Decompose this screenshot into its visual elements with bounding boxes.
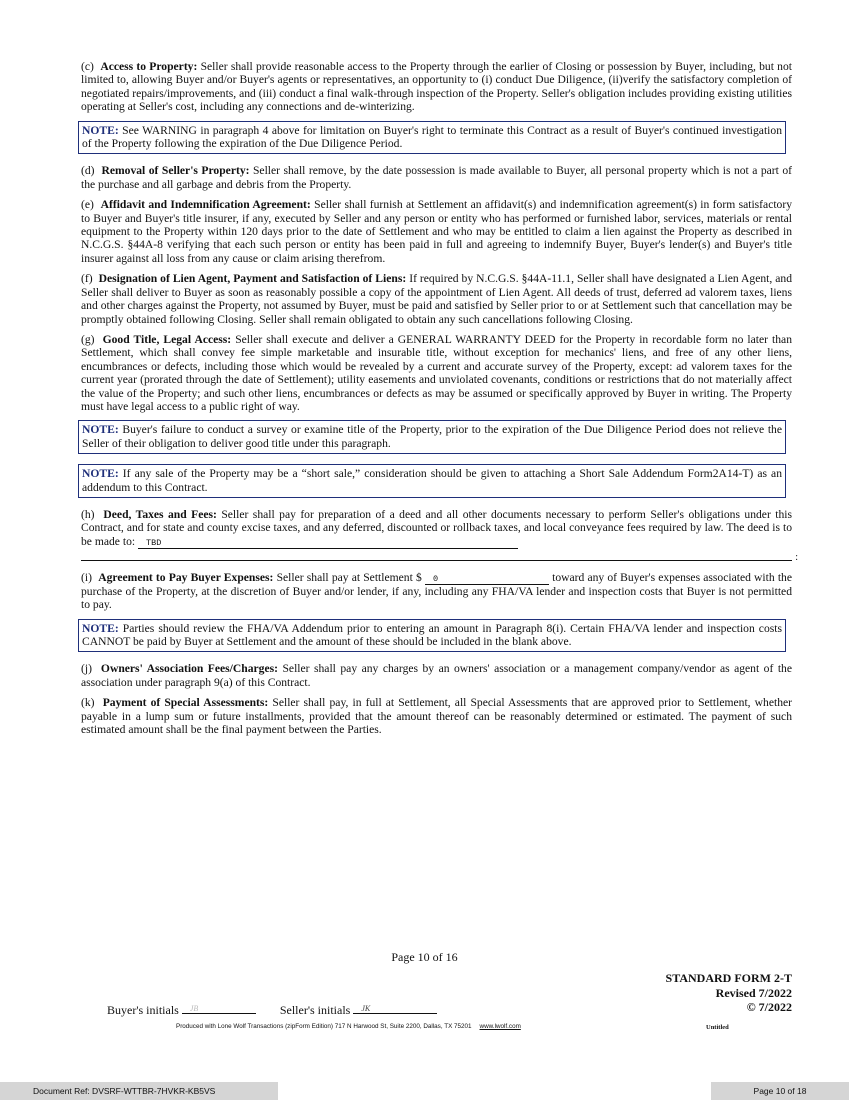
section-j: (j) Owners' Association Fees/Charges: Seller shall pay any charges by an owners' association or a management company/vendor as agent of the association under paragraph 9(a) of this Contract.	[81, 662, 792, 689]
page-number: Page 10 of 16	[391, 950, 458, 964]
section-h: (h) Deed, Taxes and Fees: Seller shall pay for preparation of a deed and all other documents necessary to perform Seller's obligations under this Contract, and for state and county excise taxes, and any deferred, discounted or rollback taxes, and local conveyance fees required by law. The deed is to be made to: TBD	[81, 507, 792, 548]
buyer-expenses-amount-field[interactable]: 0	[425, 574, 549, 585]
note-fha-va: NOTE: Parties should review the FHA/VA Addendum prior to entering an amount in Paragraph 8(i). Certain FHA/VA lender and inspection costs CANNOT be paid by Buyer at Settlement and the amount of these should be included in the blank above.	[78, 619, 786, 653]
form-name: STANDARD FORM 2-T	[665, 971, 792, 985]
untitled-label: Untitled	[706, 1024, 729, 1031]
note-survey: NOTE: Buyer's failure to conduct a survey or examine title of the Property, prior to the expiration of the Due Diligence Period does not relieve the Seller of their obligation to deliver good title under this paragraph.	[78, 420, 786, 454]
seller-initials-field[interactable]: JK	[353, 1002, 437, 1014]
note-due-diligence: NOTE: See WARNING in paragraph 4 above for limitation on Buyer's right to terminate this Contract as a result of Buyer's continued investigation of the Property following the expiration of the Due Diligence Period.	[78, 121, 786, 155]
buyer-initials-label: Buyer's initials	[107, 1003, 179, 1017]
deed-grantee-line[interactable]: :	[81, 547, 792, 561]
section-f: (f) Designation of Lien Agent, Payment and Satisfaction of Liens: If required by N.C.G.S. §44A-11.1, Seller shall have designated a Lien Agent, and Seller shall deliver to Buyer as soon as reasonably possible a copy of the appointment of Lien Agent. All deeds of trust, deferred ad valorem taxes, liens and other charges against the Property, not assumed by Buyer, must be paid and satisfied by Seller prior to or at Settlement such that cancellation may be promptly obtained following Closing. Seller shall remain obligated to obtain any such cancellations following Closing.	[81, 272, 793, 326]
contract-page	[81, 60, 798, 743]
document-ref-footer: Document Ref: DVSRF-WTTBR-7HVKR-KB5VS	[0, 1082, 278, 1100]
section-e: (e) Affidavit and Indemnification Agreement: Seller shall furnish at Settlement an affidavit(s) and indemnification agreement(s) in form satisfactory to Buyer and Buyer's title insurer, if any, executed by Seller and any person or entity who has performed or furnished labor, services, materials or rental equipment to the Property within 120 days prior to the date of Settlement and who may be entitled to claim a lien against the Property as described in N.C.G.S. §44A-8 verifying that each such person or entity has been paid in full and agreeing to indemnify Buyer, Buyer's lender(s) and Buyer's title insurer against all loss from any cause or claim arising therefrom.	[81, 198, 793, 265]
section-i: (i) Agreement to Pay Buyer Expenses: Seller shall pay at Settlement $ 0 toward any of Buyer's expenses associated with the purchase of the Property, at the discretion of Buyer and/or lender, if any, including any FHA/VA lender and inspection costs that Buyer is not permitted to pay.	[81, 570, 792, 612]
produced-with-text: Produced with Lone Wolf Transactions (zipForm Edition) 717 N Harwood St, Suite 2200, Dallas, TX 75201 www.lwolf.com	[176, 1023, 521, 1030]
buyer-initials-field[interactable]: JB	[182, 1002, 256, 1014]
standard-form-info	[666, 971, 792, 1015]
form-copyright: © 7/2022	[746, 1000, 792, 1014]
initials-row	[107, 1002, 437, 1018]
section-c: (c) Access to Property: Seller shall provide reasonable access to the Property through the earlier of Closing or possession by Buyer, including, but not limited to, allowing Buyer and/or Buyer's agents or representatives, an opportunity to (i) conduct Due Diligence, (ii)verify the satisfactory completion of negotiated repairs/improvements, and (iii) conduct a final walk-through inspection of the Property. Seller's obligation includes providing existing utilities operating at Seller's cost, including any connections and de-winterizing.	[81, 60, 792, 114]
form-revised: Revised 7/2022	[715, 985, 792, 1000]
seller-initials-label: Seller's initials	[279, 1003, 351, 1017]
section-d: (d) Removal of Seller's Property: Seller shall remove, by the date possession is made available to Buyer, all personal property which is not a part of the purchase and all garbage and debris from the Property.	[81, 164, 793, 191]
lwolf-link[interactable]: www.lwolf.com	[479, 1023, 521, 1030]
section-g: (g) Good Title, Legal Access: Seller shall execute and deliver a GENERAL WARRANTY DEED for the Property in recordable form no later than Settlement, which shall convey fee simple marketable and insurable title, without exception for mechanics' liens, and free of any other liens, encumbrances or defects, including those which would be revealed by a current and accurate survey of the Property, except: ad valorem taxes for the current year (prorated through the date of Settlement); utility easements and unviolated covenants, conditions or restrictions that do not materially affect the value of the Property; and such other liens, encumbrances or defects as may be assumed or specifically approved by Buyer in writing. The Property must have legal access to a public right of way.	[81, 332, 792, 413]
deed-grantee-field[interactable]: TBD	[138, 538, 518, 549]
section-k: (k) Payment of Special Assessments: Seller shall pay, in full at Settlement, all Special Assessments that are approved prior to Settlement, whether payable in a lump sum or future installments, provided that the amount thereof can be reasonably determined or estimated. The payment of such estimated amount shall be the final payment between the Parties.	[81, 696, 792, 737]
note-short-sale: NOTE: If any sale of the Property may be a “short sale,” consideration should be given to attaching a Short Sale Addendum Form2A14-T) as an addendum to this Contract.	[78, 464, 786, 498]
footer-page-count: Page 10 of 18	[711, 1082, 849, 1100]
